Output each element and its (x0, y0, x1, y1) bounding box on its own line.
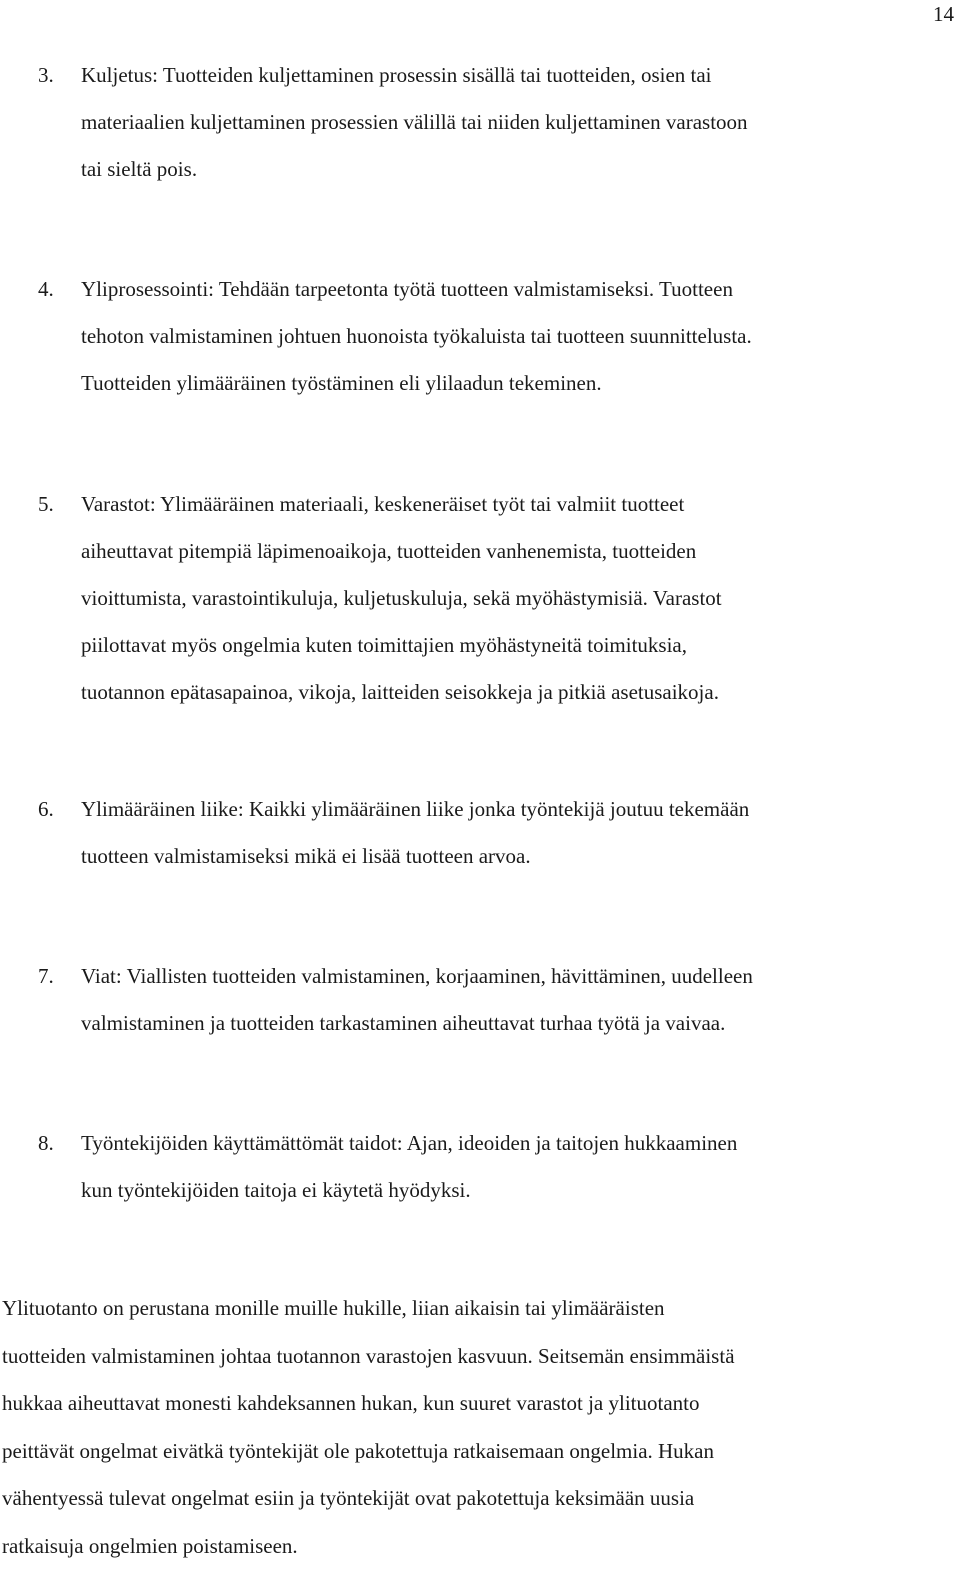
text-line: Ylituotanto on perustana monille muille hukille, liian aikaisin tai ylimääräisten (2, 1285, 952, 1333)
text-line: kun työntekijöiden taitoja ei käytetä hyödyksi. (81, 1167, 951, 1214)
text-line: valmistaminen ja tuotteiden tarkastaminen aiheuttavat turhaa työtä ja vaivaa. (81, 1000, 951, 1047)
list-item-number: 3. (38, 52, 54, 99)
closing-paragraph (2, 1285, 952, 1570)
list-item-text (81, 266, 951, 407)
list-item-number: 7. (38, 953, 54, 1000)
text-line: Tuotteiden ylimääräinen työstäminen eli ylilaadun tekeminen. (81, 360, 951, 407)
list-item-text (81, 1120, 951, 1214)
text-line: tuotannon epätasapainoa, vikoja, laitteiden seisokkeja ja pitkiä asetusaikoja. (81, 669, 951, 716)
text-line: hukkaa aiheuttavat monesti kahdeksannen hukan, kun suuret varastot ja ylituotanto (2, 1380, 952, 1428)
text-line: tehoton valmistaminen johtuen huonoista työkaluista tai tuotteen suunnittelusta. (81, 313, 951, 360)
list-item-text (81, 481, 951, 716)
text-line: Viat: Viallisten tuotteiden valmistaminen, korjaaminen, hävittäminen, uudelleen (81, 953, 951, 1000)
text-line: peittävät ongelmat eivätkä työntekijät ole pakotettuja ratkaisemaan ongelmia. Hukan (2, 1428, 952, 1476)
text-line: aiheuttavat pitempiä läpimenoaikoja, tuotteiden vanhenemista, tuotteiden (81, 528, 951, 575)
list-item-number: 6. (38, 786, 54, 833)
list-item-number: 8. (38, 1120, 54, 1167)
text-line: Kuljetus: Tuotteiden kuljettaminen prosessin sisällä tai tuotteiden, osien tai (81, 52, 951, 99)
text-line: Työntekijöiden käyttämättömät taidot: Ajan, ideoiden ja taitojen hukkaaminen (81, 1120, 951, 1167)
text-line: vioittumista, varastointikuluja, kuljetuskuluja, sekä myöhästymisiä. Varastot (81, 575, 951, 622)
list-item-text (81, 786, 951, 880)
text-line: Yliprosessointi: Tehdään tarpeetonta työtä tuotteen valmistamiseksi. Tuotteen (81, 266, 951, 313)
text-line: tai sieltä pois. (81, 146, 951, 193)
list-item-number: 4. (38, 266, 54, 313)
list-item-text (81, 52, 951, 193)
text-line: tuotteen valmistamiseksi mikä ei lisää tuotteen arvoa. (81, 833, 951, 880)
list-item-text (81, 953, 951, 1047)
text-line: Varastot: Ylimääräinen materiaali, keskeneräiset työt tai valmiit tuotteet (81, 481, 951, 528)
text-line: piilottavat myös ongelmia kuten toimittajien myöhästyneitä toimituksia, (81, 622, 951, 669)
page-number: 14 (933, 2, 954, 26)
text-line: materiaalien kuljettaminen prosessien välillä tai niiden kuljettaminen varastoon (81, 99, 951, 146)
list-item-number: 5. (38, 481, 54, 528)
text-line: Ylimääräinen liike: Kaikki ylimääräinen liike jonka työntekijä joutuu tekemään (81, 786, 951, 833)
text-line: ratkaisuja ongelmien poistamiseen. (2, 1523, 952, 1570)
text-line: vähentyessä tulevat ongelmat esiin ja työntekijät ovat pakotettuja keksimään uusia (2, 1475, 952, 1523)
text-line: tuotteiden valmistaminen johtaa tuotannon varastojen kasvuun. Seitsemän ensimmäistä (2, 1333, 952, 1381)
